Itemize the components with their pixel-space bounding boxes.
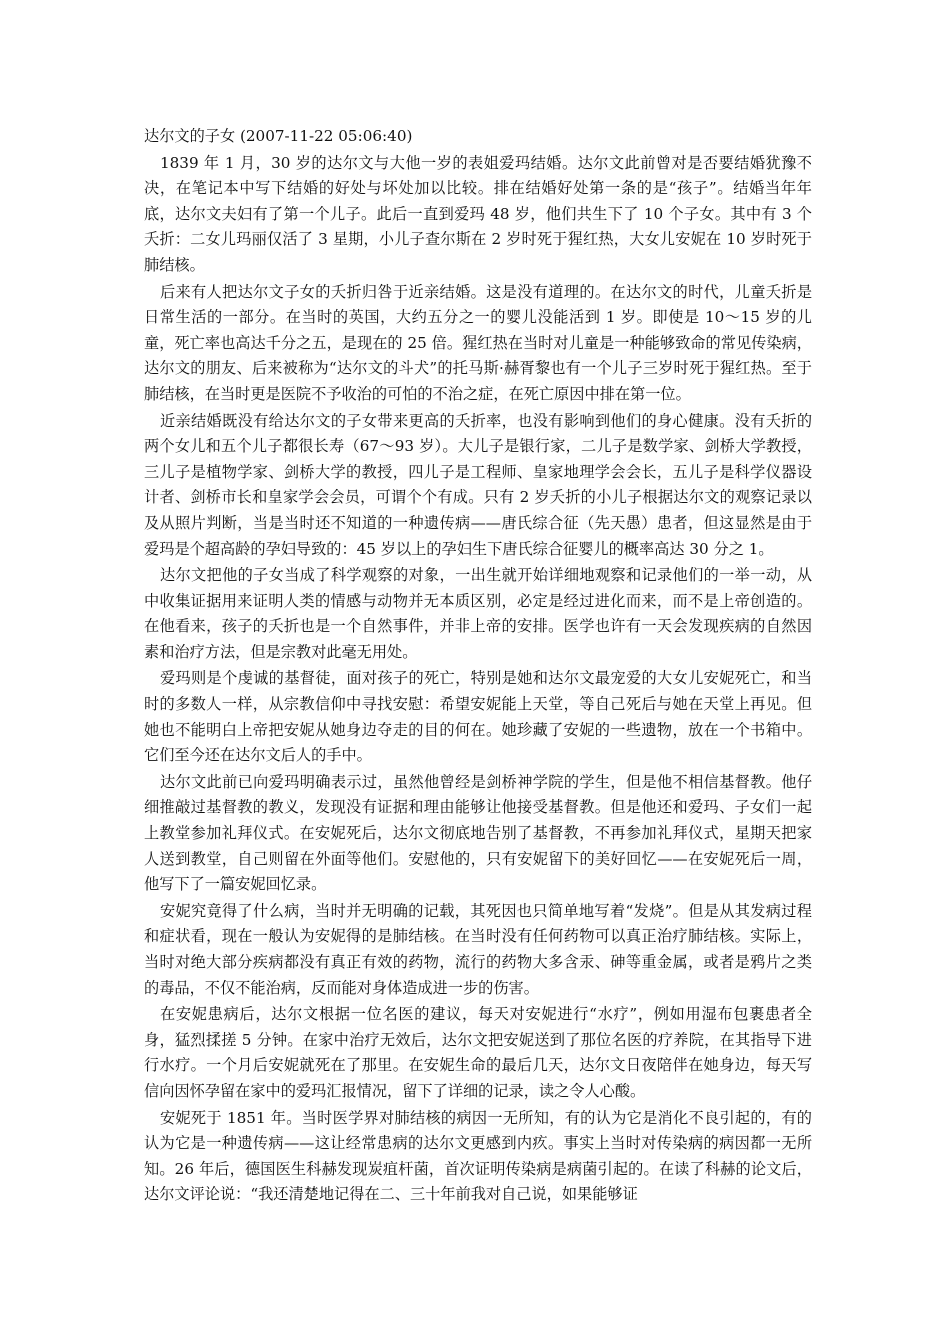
article-body [144,124,812,1209]
paragraph-8: 在安妮患病后，达尔文根据一位名医的建议，每天对安妮进行“水疗”，例如用湿布包裹患者全身，猛烈揉搓 5 分钟。在家中治疗无效后，达尔文把安妮送到了那位名医的疗养院，在其指导下进行水疗。一个月后安妮就死在了那里。在安妮生命的最后几天，达尔文日夜陪伴在她身边，每天写信向因怀孕留在家中的爱玛汇报情况，留下了详细的记录，读之令人心酸。 [144,1005,812,1100]
paragraph-6: 达尔文此前已向爱玛明确表示过，虽然他曾经是剑桥神学院的学生，但是他不相信基督教。他仔细推敲过基督教的教义，发现没有证据和理由能够让他接受基督教。但是他还和爱玛、子女们一起上教堂参加礼拜仪式。在安妮死后，达尔文彻底地告别了基督教，不再参加礼拜仪式，星期天把家人送到教堂，自己则留在外面等他们。安慰他的，只有安妮留下的美好回忆——在安妮死后一周，他写下了一篇安妮回忆录。 [144,772,812,894]
paragraph-5: 爱玛则是个虔诚的基督徒，面对孩子的死亡，特别是她和达尔文最宠爱的大女儿安妮死亡，和当时的多数人一样，从宗教信仰中寻找安慰：希望安妮能上天堂，等自己死后与她在天堂上再见。但她也不能明白上帝把安妮从她身边夺走的目的何在。她珍藏了安妮的一些遗物，放在一个书箱中。它们至今还在达尔文后人的手中。 [144,669,812,765]
paragraph-2: 后来有人把达尔文子女的夭折归咎于近亲结婚。这是没有道理的。在达尔文的时代，儿童夭折是日常生活的一部分。在当时的英国，大约五分之一的婴儿没能活到 1 岁。即使是 10～15 岁的儿童，死亡率也高达千分之五，是现在的 25 倍。猩红热在当时对儿童是一种能够致命的常见传染病，达尔文的朋友、后来被称为“达尔文的斗犬”的托马斯·赫胥黎也有一个儿子三岁时死于猩红热。至于肺结核，在当时更是医院不予收治的可怕的不治之症，在死亡原因中排在第一位。 [144,282,812,403]
article-title: 达尔文的子女 (2007-11-22 05:06:40) [144,127,413,145]
paragraph-7: 安妮究竟得了什么病，当时并无明确的记载，其死因也只简单地写着“发烧”。但是从其发病过程和症状看，现在一般认为安妮得的是肺结核。在当时没有任何药物可以真正治疗肺结核。实际上，当时对绝大部分疾病都没有真正有效的药物，流行的药物大多含汞、砷等重金属，或者是鸦片之类的毒品，不仅不能治病，反而能对身体造成进一步的伤害。 [144,901,812,997]
paragraph-3: 近亲结婚既没有给达尔文的子女带来更高的夭折率，也没有影响到他们的身心健康。没有夭折的两个女儿和五个儿子都很长寿（67～93 岁）。大儿子是银行家，二儿子是数学家、剑桥大学教授，三儿子是植物学家、剑桥大学的教授，四儿子是工程师、皇家地理学会会长，五儿子是科学仪器设计者、剑桥市长和皇家学会会员，可谓个个有成。只有 2 岁夭折的小儿子根据达尔文的观察记录以及从照片判断，当是当时还不知道的一种遗传病——唐氏综合征（先天愚）患者，但这显然是由于爱玛是个超高龄的孕妇导致的：45 岁以上的孕妇生下唐氏综合征婴儿的概率高达 30 分之 1。 [144,411,812,558]
paragraph-1: 1839 年 1 月，30 岁的达尔文与大他一岁的表姐爱玛结婚。达尔文此前曾对是否要结婚犹豫不决，在笔记本中写下结婚的好处与坏处加以比较。排在结婚好处第一条的是“孩子”。结婚当年年底，达尔文夫妇有了第一个儿子。此后一直到爱玛 48 岁，他们共生下了 10 个子女。其中有 3 个夭折：二女儿玛丽仅活了 3 星期，小儿子查尔斯在 2 岁时死于猩红热，大女儿安妮在 10 岁时死于肺结核。 [144,153,812,274]
paragraph-4: 达尔文把他的子女当成了科学观察的对象，一出生就开始详细地观察和记录他们的一举一动，从中收集证据用来证明人类的情感与动物并无本质区别，必定是经过进化而来，而不是上帝创造的。在他看来，孩子的夭折也是一个自然事件，并非上帝的安排。医学也许有一天会发现疾病的自然因素和治疗方法，但是宗教对此毫无用处。 [144,566,812,661]
paragraph-9: 安妮死于 1851 年。当时医学界对肺结核的病因一无所知，有的认为它是消化不良引起的，有的认为它是一种遗传病——这让经常患病的达尔文更感到内疚。事实上当时对传染病的病因都一无所知。26 年后，德国医生科赫发现炭疽杆菌，首次证明传染病是病菌引起的。在读了科赫的论文后，达尔文评论说：“我还清楚地记得在二、三十年前我对自己说，如果能够证 [144,1108,812,1204]
